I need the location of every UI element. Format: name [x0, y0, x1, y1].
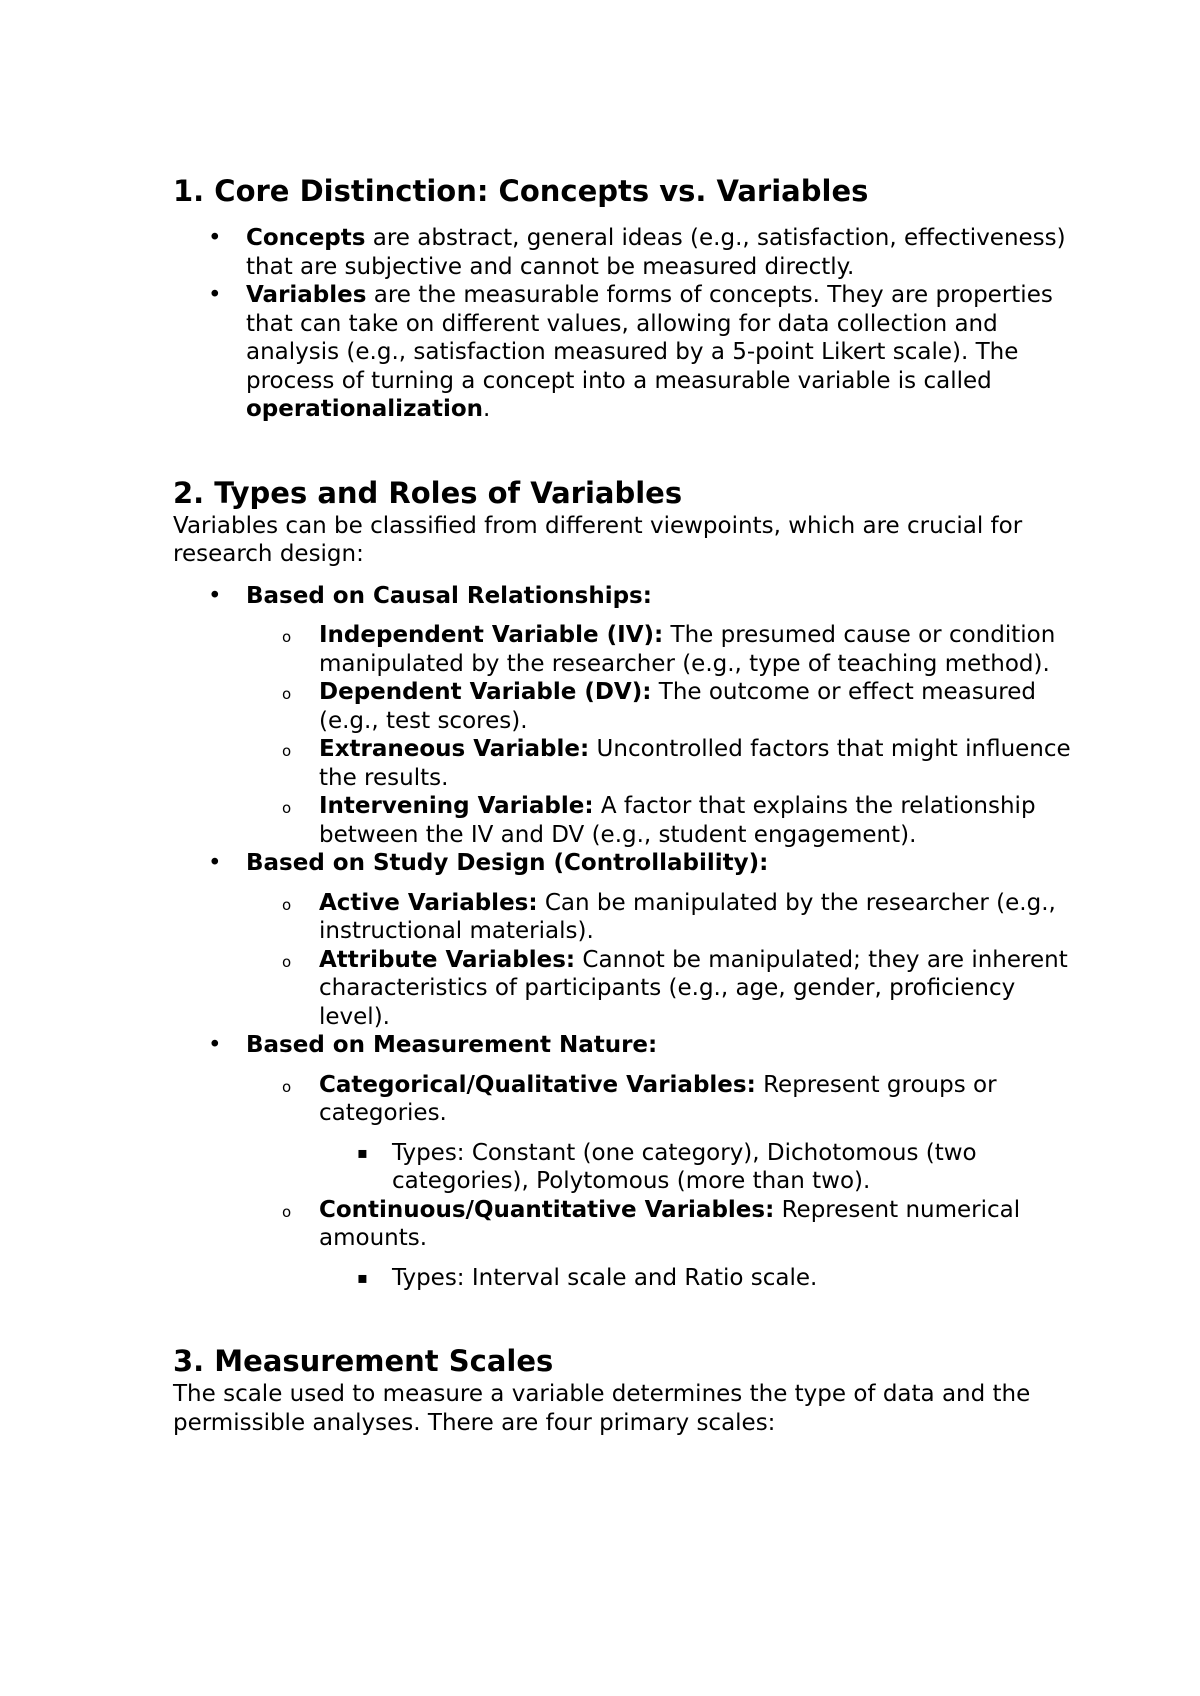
list-item [246, 1071, 1093, 1196]
list-item [319, 1139, 1093, 1196]
term: Continuous/Quantitative Variables: [319, 1196, 775, 1223]
term: Intervening Variable: [319, 793, 594, 819]
definition: Cannot be manipulated; they are inherent characteristics of participants (e.g., age, gender, proficiency level). [319, 946, 1068, 1030]
term: Variables [246, 282, 367, 308]
definition: are the measurable forms of concepts. They are properties that can take on different values, allowing for data collection and analysis (e.g., satisfaction measured by a 5-point Likert scale). The process of turning a concept into a measurable variable is called [246, 282, 1053, 394]
group-heading: Based on Study Design (Controllability): [246, 850, 769, 876]
bullet-icon: • [208, 850, 222, 876]
circle-bullet-icon: o [282, 1077, 292, 1096]
section-1-title: 1. Core Distinction: Concepts vs. Variables [173, 174, 869, 208]
circle-bullet-icon: o [282, 628, 292, 646]
definition: Represent numerical amounts. [319, 1196, 1021, 1251]
definition: Can be manipulated by the researcher (e.g., instructional materials). [319, 889, 1056, 944]
term: Dependent Variable (DV): [319, 679, 652, 705]
term: Active Variables: [319, 889, 538, 916]
sub-list [246, 889, 1093, 1032]
definition: Uncontrolled factors that might influence the results. [319, 736, 1071, 791]
term: Categorical/Qualitative Variables: [319, 1071, 756, 1098]
list-item [319, 1264, 1093, 1293]
list-item [173, 582, 1093, 850]
list-item [246, 621, 1093, 678]
list-item [246, 792, 1093, 849]
section-3-title: 3. Measurement Scales [173, 1344, 554, 1378]
bullet-icon: • [208, 282, 222, 308]
list-item [173, 849, 1093, 1031]
square-bullet-icon: ▪ [357, 1267, 368, 1287]
sub-sub-list [319, 1139, 1093, 1196]
circle-bullet-icon: o [282, 895, 292, 914]
definition-tail: . [483, 396, 491, 422]
list-item [173, 1031, 1093, 1292]
list-item [173, 224, 1093, 281]
group-heading: Based on Measurement Nature: [246, 1032, 658, 1058]
term: operationalization [246, 396, 484, 422]
types-text: Types: Interval scale and Ratio scale. [392, 1264, 818, 1291]
section-2-title: 2. Types and Roles of Variables [173, 475, 683, 510]
circle-bullet-icon: o [282, 742, 292, 760]
list-item [246, 1196, 1093, 1293]
term: Extraneous Variable: [319, 736, 590, 762]
definition: are abstract, general ideas (e.g., satisfaction, effectiveness) that are subjective and cannot be measured directly. [246, 225, 1066, 280]
sub-sub-list [319, 1264, 1093, 1293]
definition: Represent groups or categories. [319, 1071, 997, 1126]
definition: The presumed cause or condition manipulated by the researcher (e.g., type of teaching method). [319, 622, 1056, 677]
definition: A factor that explains the relationship between the IV and DV (e.g., student engagement). [319, 793, 1036, 848]
definition: The outcome or effect measured (e.g., test scores). [319, 679, 1036, 734]
term: Independent Variable (IV): [319, 622, 664, 648]
circle-bullet-icon: o [282, 685, 292, 703]
square-bullet-icon: ▪ [357, 1142, 368, 1162]
bullet-icon: • [208, 225, 222, 251]
list-item [246, 735, 1093, 792]
sub-list [246, 621, 1093, 849]
section-3-intro: The scale used to measure a variable determines the type of data and the permissible analyses. There are four primary scales: [173, 1381, 1031, 1436]
bullet-icon: • [208, 582, 222, 609]
circle-bullet-icon: o [282, 952, 292, 971]
section-1-list [173, 224, 1093, 424]
bullet-icon: • [208, 1032, 222, 1058]
circle-bullet-icon: o [282, 1202, 292, 1221]
types-text: Types: Constant (one category), Dichotomous (two categories), Polytomous (more than two). [392, 1139, 977, 1194]
group-heading: Based on Causal Relationships: [246, 582, 652, 609]
term: Attribute Variables: [319, 946, 576, 973]
section-2-intro: Variables can be classified from different viewpoints, which are crucial for research design: [173, 512, 1023, 567]
section-2-list [173, 582, 1093, 1293]
term: Concepts [246, 225, 366, 251]
sub-list [246, 1071, 1093, 1293]
list-item [246, 946, 1093, 1032]
document-page [173, 172, 1093, 1437]
list-item [246, 678, 1093, 735]
list-item [173, 281, 1093, 424]
circle-bullet-icon: o [282, 799, 292, 817]
list-item [246, 889, 1093, 946]
